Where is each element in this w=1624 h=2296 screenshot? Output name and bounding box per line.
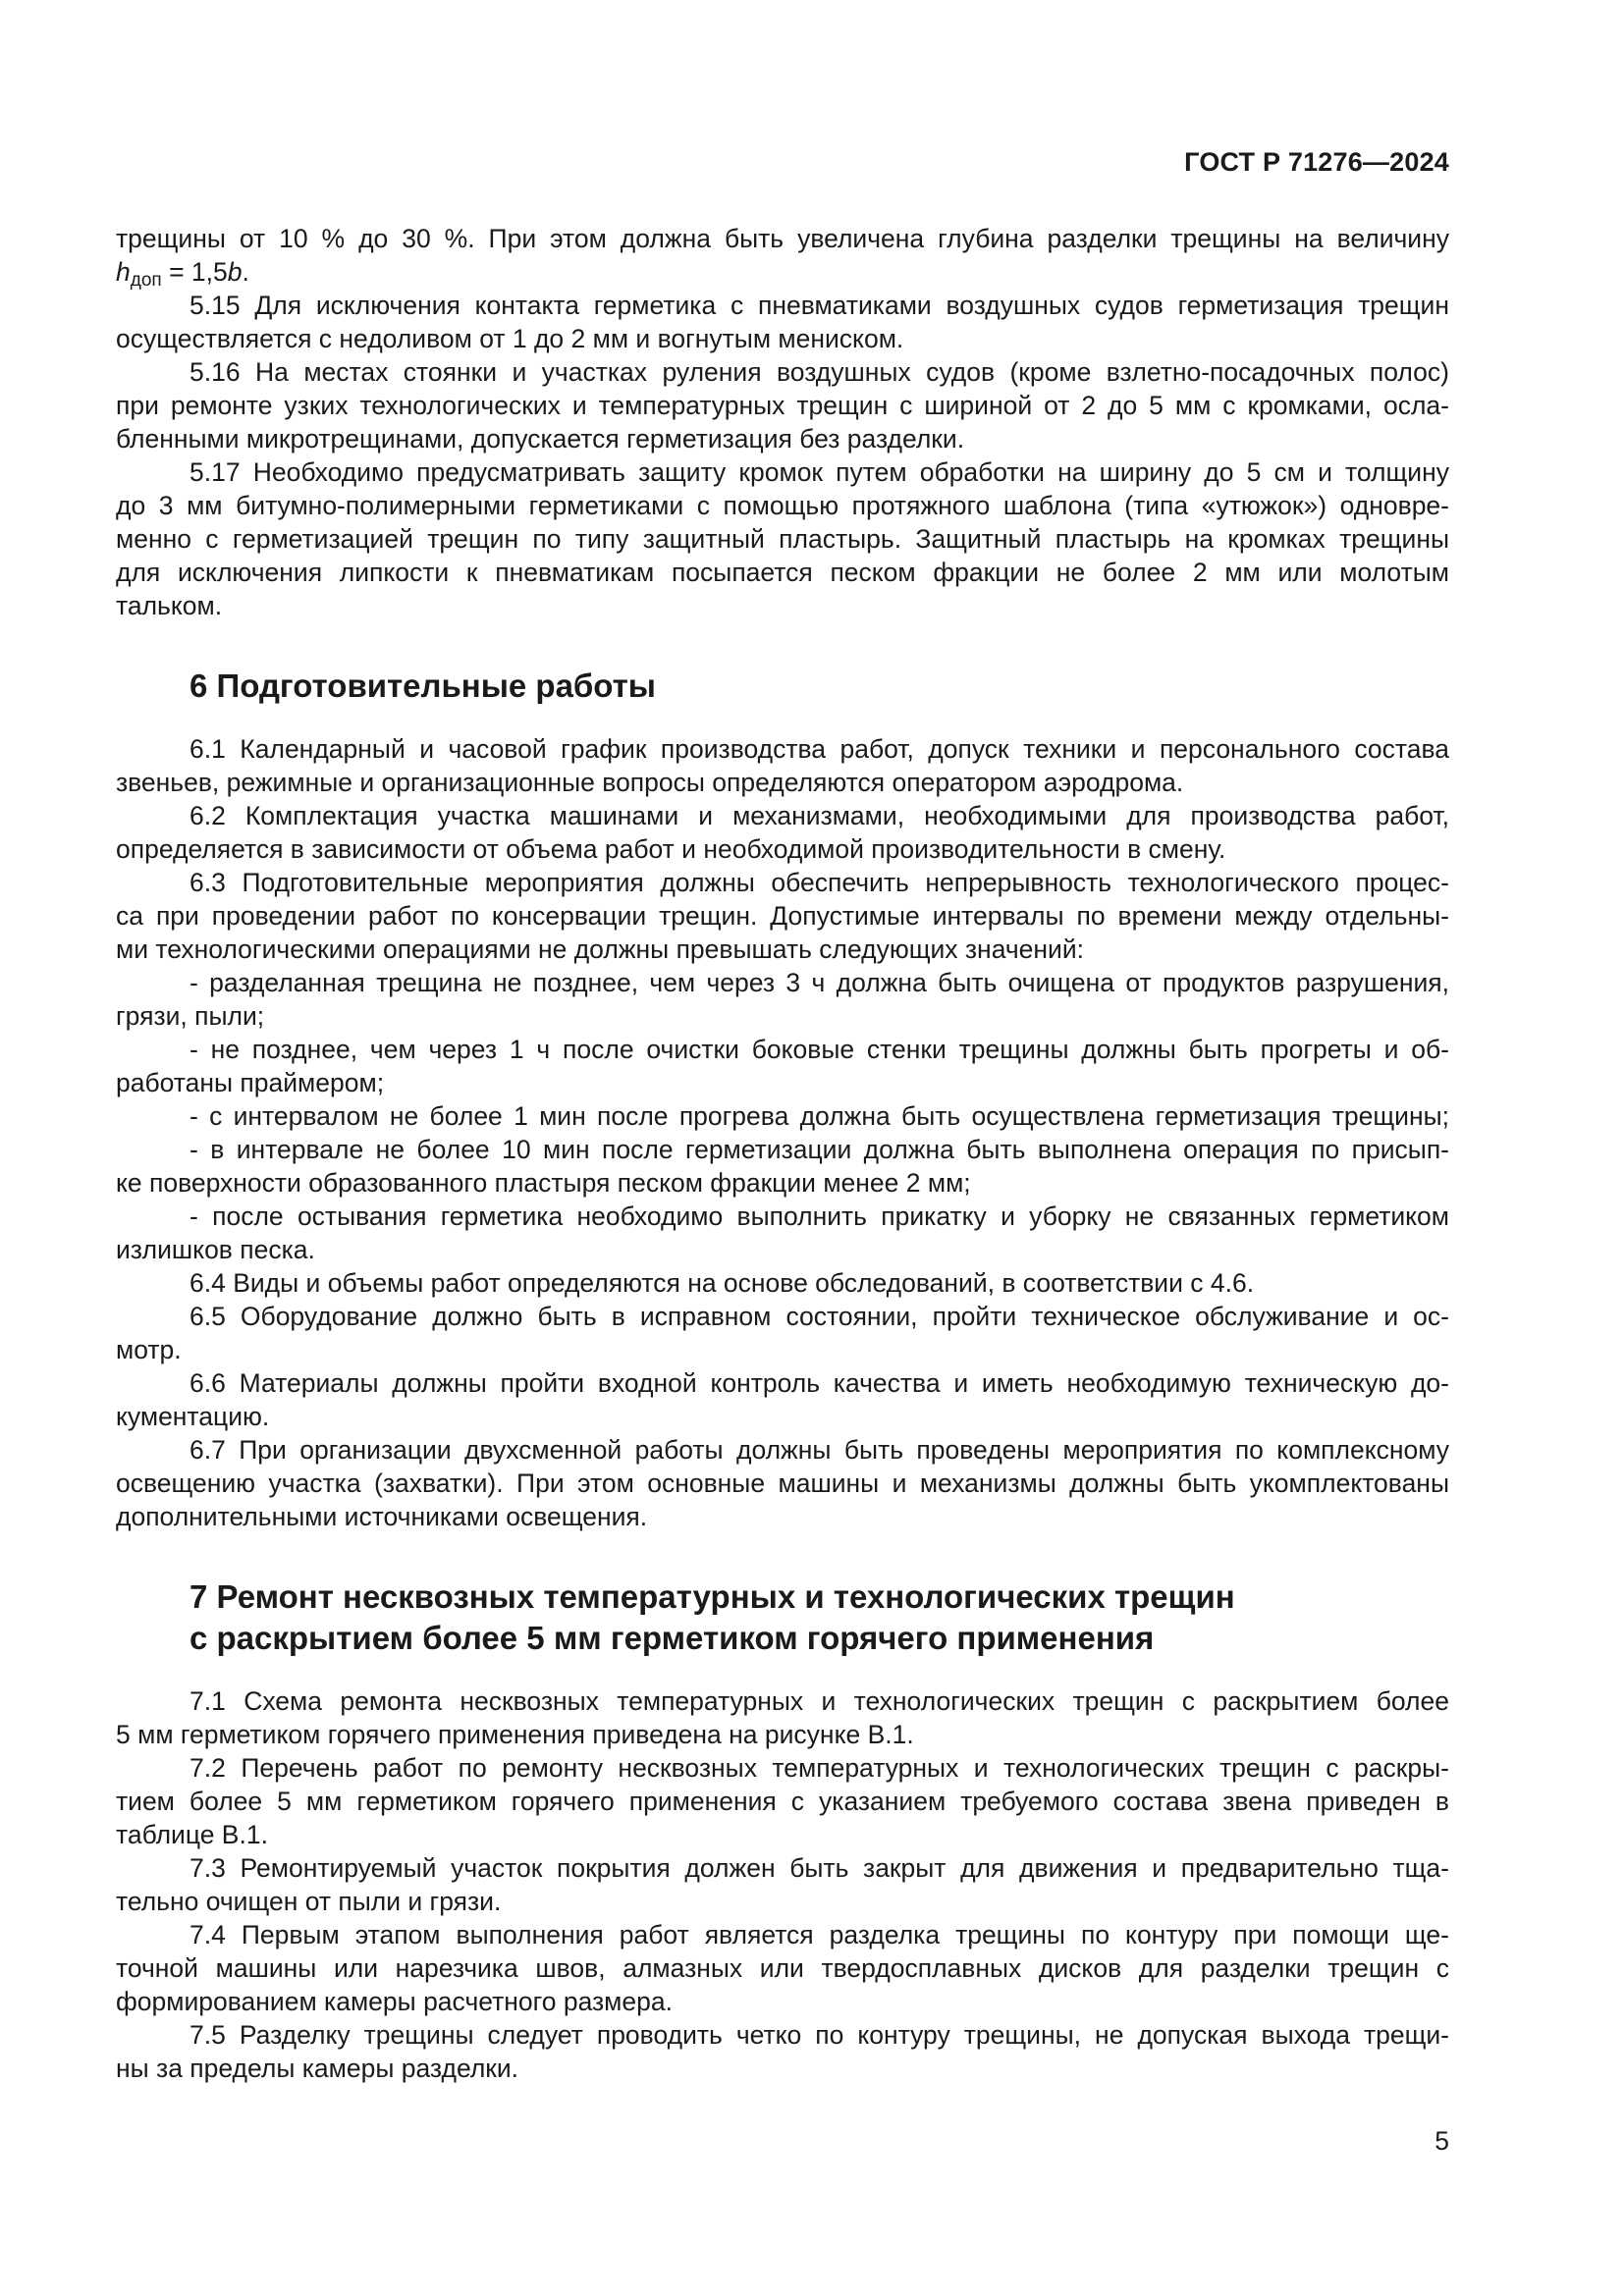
clause-5-17-line-3: менно с герметизацией трещин по типу защитный пластырь. Защитный пластырь на кромках трещины [116,524,1449,554]
clause-7-4-line-3: формированием камеры расчетного размера. [116,1987,673,2016]
clause-6-5-line-2: мотр. [116,1335,182,1364]
clause-5-15-line-1: 5.15 Для исключения контакта герметика с пневматиками воздушных судов герметизация трещин [189,291,1449,320]
clause-6-7-line-1: 6.7 При организации двухсменной работы должны быть проведены мероприятия по комплексному [189,1435,1449,1465]
list-item-1-line-2: грязи, пыли; [116,1001,265,1031]
list-item-2-line-2: работаны праймером; [116,1068,385,1097]
formula-period: . [242,257,249,287]
section-6-heading: 6 Подготовительные работы [189,667,656,704]
clause-6-2-line-2: определяется в зависимости от объема работ и необходимой производительности в смену. [116,834,1226,864]
clause-7-5-line-1: 7.5 Разделку трещины следует проводить четко по контуру трещины, не допуская выхода трещи- [189,2020,1449,2050]
clause-6-7-line-3: дополнительными источниками освещения. [116,1502,648,1531]
clause-6-3-line-2: са при проведении работ по консервации трещин. Допустимые интервалы по времени между отдельны- [116,901,1449,931]
page-content [116,222,1449,2085]
clause-5-17-line-1: 5.17 Необходимо предусматривать защиту кромок путем обработки на ширину до 5 см и толщину [189,457,1449,487]
clause-5-16-line-3: бленными микротрещинами, допускается герметизация без разделки. [116,424,965,454]
section-7-heading-line-2: с раскрытием более 5 мм герметиком горячего применения [189,1620,1155,1656]
clause-7-1-line-2: 5 мм герметиком горячего применения приведена на рисунке В.1. [116,1720,914,1749]
formula-variable-b: b [227,257,243,287]
clause-6-1-line-1: 6.1 Календарный и часовой график производства работ, допуск техники и персонального состава [189,734,1449,764]
clause-5-16-line-2: при ремонте узких технологических и температурных трещин с шириной от 2 до 5 мм с кромками, осла- [116,391,1449,420]
clause-6-7-line-2: освещению участка (захватки). При этом основные машины и механизмы должны быть укомплектованы [116,1468,1449,1498]
list-item-5-line-1: - после остывания герметика необходимо выполнить прикатку и уборку не связанных герметиком [189,1201,1449,1231]
paragraph-5-14-continuation-line: трещины от 10 % до 30 %. При этом должна быть увеличена глубина разделки трещины на величину [116,224,1449,253]
clause-7-2-line-1: 7.2 Перечень работ по ремонту несквозных температурных и технологических трещин с раскры- [189,1753,1449,1783]
clause-6-4-line-1: 6.4 Виды и объемы работ определяются на основе обследований, в соответствии с 4.6. [189,1268,1255,1298]
clause-7-5-line-2: ны за пределы камеры разделки. [116,2054,519,2083]
clause-5-15-line-2: осуществляется с недоливом от 1 до 2 мм и вогнутым мениском. [116,324,904,353]
clause-6-6-line-1: 6.6 Материалы должны пройти входной контроль качества и иметь необходимую техническую до- [189,1368,1449,1398]
clause-7-1-line-1: 7.1 Схема ремонта несквозных температурных и технологических трещин с раскрытием более [189,1686,1449,1716]
list-item-4-line-2: ке поверхности образованного пластыря песком фракции менее 2 мм; [116,1168,971,1198]
clause-5-17-line-5: тальком. [116,591,223,620]
document-code-header: ГОСТ Р 71276—2024 [1184,147,1449,177]
clause-6-1-line-2: звеньев, режимные и организационные вопросы определяются оператором аэродрома. [116,768,1184,797]
section-7-heading-line-1: 7 Ремонт несквозных температурных и технологических трещин [189,1578,1235,1615]
section-7-heading [116,1576,1449,1659]
clause-7-3-line-2: тельно очищен от пыли и грязи. [116,1887,502,1916]
list-item-3-line-1: - с интервалом не более 1 мин после прогрева должна быть осуществлена герметизация трещины; [189,1101,1449,1131]
list-item-1-line-1: - разделанная трещина не позднее, чем через 3 ч должна быть очищена от продуктов разрушения, [189,968,1449,997]
clause-5-17-line-2: до 3 мм битумно-полимерными герметиками с помощью протяжного шаблона (типа «утюжок») одновре- [116,491,1449,520]
formula-equals: = 1,5 [161,257,228,287]
clause-6-6-line-2: кументацию. [116,1402,270,1431]
formula-h-dop [116,255,1449,289]
formula-subscript-dop: доп [130,270,162,291]
list-item-2-line-1: - не позднее, чем через 1 ч после очистки боковые стенки трещины должны быть прогреты и об- [189,1035,1449,1064]
clause-7-2-line-2: тием более 5 мм герметиком горячего применения с указанием требуемого состава звена приведен в [116,1787,1449,1816]
clause-7-2-line-3: таблице В.1. [116,1820,268,1849]
formula-variable-h: h [116,257,131,287]
clause-6-3-line-1: 6.3 Подготовительные мероприятия должны обеспечить непрерывность технологического процес- [189,868,1449,897]
clause-7-3-line-1: 7.3 Ремонтируемый участок покрытия должен быть закрыт для движения и предварительно тща- [189,1853,1449,1883]
list-item-5-line-2: излишков песка. [116,1235,315,1264]
clause-5-16-line-1: 5.16 На местах стоянки и участках руления воздушных судов (кроме взлетно-посадочных полос) [189,357,1449,387]
clause-7-4-line-2: точной машины или нарезчика швов, алмазных или твердосплавных дисков для разделки трещин с [116,1953,1449,1983]
clause-6-5-line-1: 6.5 Оборудование должно быть в исправном состоянии, пройти техническое обслуживание и ос- [189,1302,1449,1331]
list-item-4-line-1: - в интервале не более 10 мин после герметизации должна быть выполнена операция по присып- [189,1135,1449,1164]
page-number: 5 [1435,2126,1449,2156]
clause-7-4-line-1: 7.4 Первым этапом выполнения работ является разделка трещины по контуру при помощи ще- [189,1920,1449,1949]
clause-6-3-line-3: ми технологическими операциями не должны превышать следующих значений: [116,934,1084,964]
clause-5-17-line-4: для исключения липкости к пневматикам посыпается песком фракции не более 2 мм или молотым [116,558,1449,587]
clause-6-2-line-1: 6.2 Комплектация участка машинами и механизмами, необходимыми для производства работ, [189,801,1449,830]
